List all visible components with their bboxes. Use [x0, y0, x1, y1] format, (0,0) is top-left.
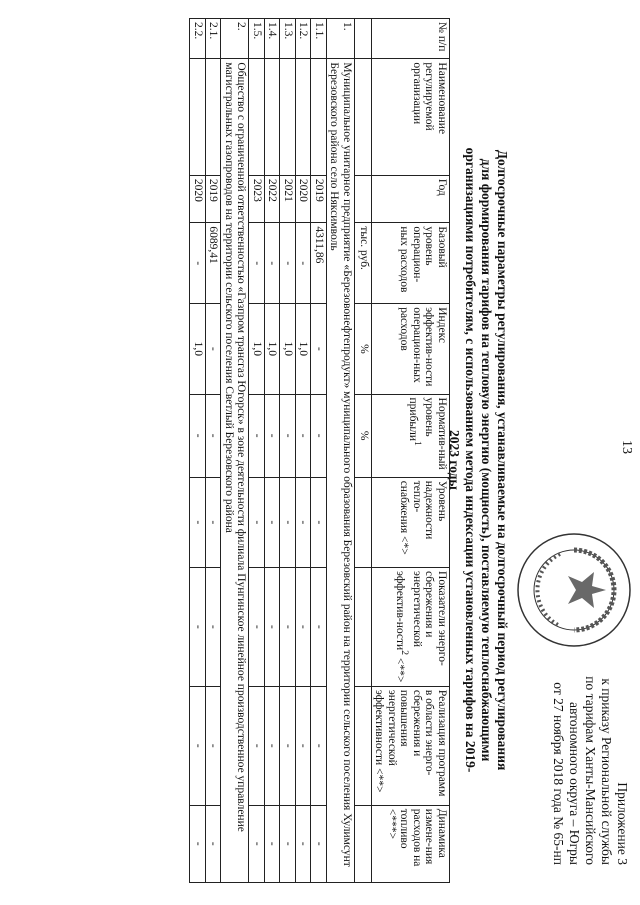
table-row	[296, 19, 312, 883]
header-base: Базовый уровень операцион-ных расходов	[372, 223, 450, 304]
row-energy: -	[265, 568, 281, 687]
row-prog: -	[311, 686, 327, 805]
row-norm: -	[296, 394, 312, 477]
row-index: -	[311, 304, 327, 394]
section-title: Муниципальное унитарное предприятие «Березовонефтепродукт» муниципального образования Березовский район на территории сельского поселения Хулимсунт Березовского района село Няксимволь	[327, 59, 355, 883]
unit-norm: %	[355, 394, 372, 477]
row-reliab: -	[206, 477, 222, 567]
row-prog: -	[296, 686, 312, 805]
table-row	[190, 19, 206, 883]
header-energy-tail: <**>	[394, 654, 407, 683]
units-row	[355, 19, 372, 883]
table-row	[265, 19, 281, 883]
row-fuel: -	[190, 805, 206, 882]
row-norm: -	[190, 394, 206, 477]
row-prog: -	[265, 686, 281, 805]
table-row	[311, 19, 327, 883]
row-number: 1.1.	[311, 19, 327, 59]
row-number: 2.2.	[190, 19, 206, 59]
row-index: 1,0	[265, 304, 281, 394]
header-year: Год	[372, 175, 450, 223]
appendix-line-3: по тарифам Ханты-Мансийского	[583, 676, 598, 865]
row-fuel: -	[311, 805, 327, 882]
row-reliab: -	[280, 477, 296, 567]
row-base: -	[190, 223, 206, 304]
table-header-row	[372, 19, 450, 883]
row-reliab: -	[190, 477, 206, 567]
section-number: 2.	[221, 19, 249, 59]
row-energy: -	[296, 568, 312, 687]
appendix-header	[550, 625, 630, 865]
row-norm: -	[249, 394, 265, 477]
row-norm: -	[206, 394, 222, 477]
parameters-table	[190, 18, 451, 883]
row-prog: -	[190, 686, 206, 805]
row-year: 2022	[265, 175, 281, 223]
header-norm	[372, 394, 450, 477]
header-norm-text: Норматив-ный уровень прибыли	[407, 397, 448, 470]
unit-index: %	[355, 304, 372, 394]
header-reliab: Уровень надежности тепло-снабжения <*>	[372, 477, 450, 567]
section-row	[221, 19, 249, 883]
row-reliab: -	[311, 477, 327, 567]
section-number: 1.	[327, 19, 355, 59]
section-row	[327, 19, 355, 883]
section-title: Общество с ограниченной ответственностью «Газпром трансгаз Югорск» в зоне деятельности филиала Пунгинское линейное производственное управление магистральных газопроводов на территории сельского поселения Светлый Березовского района	[221, 59, 249, 883]
table-row	[249, 19, 265, 883]
row-reliab: -	[265, 477, 281, 567]
row-index: 1,0	[280, 304, 296, 394]
row-prog: -	[206, 686, 222, 805]
row-year: 2021	[280, 175, 296, 223]
row-energy: -	[249, 568, 265, 687]
appendix-line-1: Приложение 3	[615, 782, 630, 865]
header-prog: Реализация программ в области энерго-сбережения и повышения энергетической эффективности <**>	[372, 686, 450, 805]
row-energy: -	[190, 568, 206, 687]
row-norm: -	[265, 394, 281, 477]
row-index: 1,0	[190, 304, 206, 394]
header-org: Наименование регулируемой организации	[372, 59, 450, 175]
row-year: 2023	[249, 175, 265, 223]
table-body	[190, 19, 355, 883]
row-norm: -	[311, 394, 327, 477]
header-energy	[372, 568, 450, 687]
row-number: 1.2.	[296, 19, 312, 59]
row-reliab: -	[296, 477, 312, 567]
appendix-line-5: от 27 ноября 2018 года № 65-нп	[551, 682, 566, 865]
row-year: 2020	[296, 175, 312, 223]
row-fuel: -	[265, 805, 281, 882]
row-fuel: -	[296, 805, 312, 882]
row-number: 1.5.	[249, 19, 265, 59]
row-year: 2020	[190, 175, 206, 223]
table-row	[280, 19, 296, 883]
row-norm: -	[280, 394, 296, 477]
header-index: Индекс эффектив-ности операцион-ных расходов	[372, 304, 450, 394]
appendix-line-4: автономного округа – Югры	[567, 702, 582, 865]
unit-base: тыс. руб.	[355, 223, 372, 304]
row-base: -	[280, 223, 296, 304]
row-prog: -	[249, 686, 265, 805]
row-number: 2.1.	[206, 19, 222, 59]
row-fuel: -	[280, 805, 296, 882]
row-energy: -	[311, 568, 327, 687]
row-number: 1.4.	[265, 19, 281, 59]
header-num: № п/п	[372, 19, 450, 59]
row-prog: -	[280, 686, 296, 805]
row-base: -	[265, 223, 281, 304]
row-number: 1.3.	[280, 19, 296, 59]
row-energy: -	[206, 568, 222, 687]
document-title: Долгосрочные параметры регулирования, устанавливаемые на долгосрочный период регулирования для формирования тарифов на тепловую энергию (мощность), поставляемую теплоснабжающими организациями потребителям, с использованием метода индексации установленных тарифов на 2019-2023 годы	[447, 147, 510, 773]
row-index: 1,0	[249, 304, 265, 394]
row-year: 2019	[206, 175, 222, 223]
row-index: 1,0	[296, 304, 312, 394]
row-base: -	[296, 223, 312, 304]
table-row	[206, 19, 222, 883]
appendix-line-2: к приказу Региональной службы	[599, 678, 614, 865]
row-base: 6089,41	[206, 223, 222, 304]
row-base: 4311,86	[311, 223, 327, 304]
row-base: -	[249, 223, 265, 304]
header-energy-sup: 2	[399, 650, 411, 655]
row-energy: -	[280, 568, 296, 687]
row-year: 2019	[311, 175, 327, 223]
header-fuel: Динамика измене-ния расходов на топливо <***>	[372, 805, 450, 882]
header-norm-sup: 1	[412, 441, 423, 446]
row-index: -	[206, 304, 222, 394]
row-reliab: -	[249, 477, 265, 567]
row-fuel: -	[249, 805, 265, 882]
row-fuel: -	[206, 805, 222, 882]
header-energy-text: Показатели энерго-сбережения и энергетической эффектив-ности	[394, 571, 448, 666]
page-number: 13	[619, 440, 634, 454]
